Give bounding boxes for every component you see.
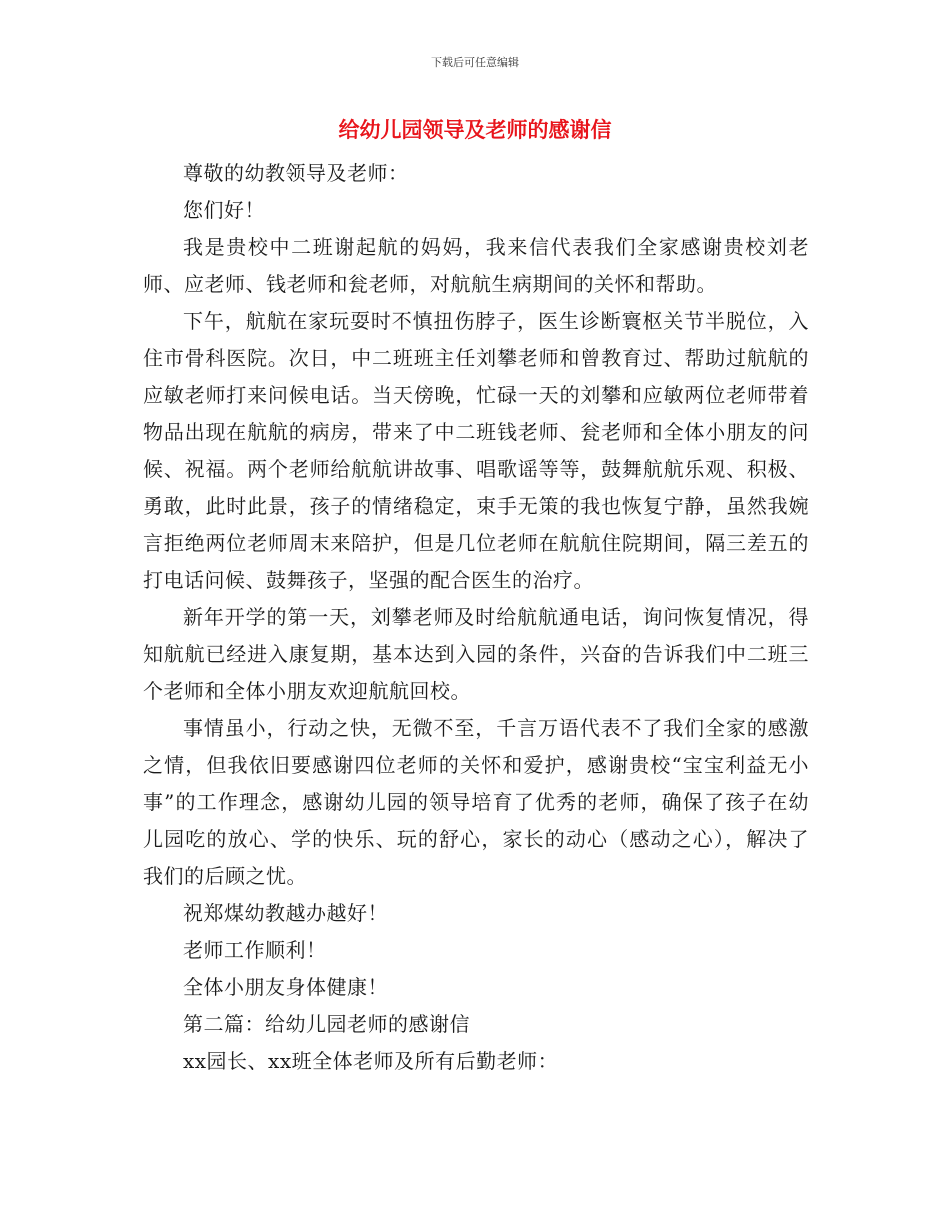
body-paragraph: 下午，航航在家玩耍时不慎扭伤脖子，医生诊断寰枢关节半脱位，入住市骨科医院。次日，中二班班主任刘攀老师和曾教育过、帮助过航航的应敏老师打来问候电话。当天傍晚，忙碌一天的刘攀和应敏两位老师带着物品出现在航航的病房，带来了中二班钱老师、瓮老师和全体小朋友的问候、祝福。两个老师给航航讲故事、唱歌谣等等，鼓舞航航乐观、积极、勇敢，此时此景，孩子的情绪稳定，束手无策的我也恢复宁静，虽然我婉言拒绝两位老师周末来陪护，但是几位老师在航航住院期间，隔三差五的打电话问候、鼓舞孩子，坚强的配合医生的治疗。 [143, 309, 809, 592]
closing-wish: 全体小朋友身体健康！ [183, 975, 388, 999]
section-heading: 第二篇：给幼儿园老师的感谢信 [183, 1012, 470, 1036]
body-paragraph: 事情虽小，行动之快，无微不至，千言万语代表不了我们全家的感激之情，但我依旧要感谢四位老师的关怀和爱护，感谢贵校“宝宝利益无小事”的工作理念，感谢幼儿园的领导培育了优秀的老师，确保了孩子在幼儿园吃的放心、学的快乐、玩的舒心，家长的动心（感动之心），解决了我们的后顾之忧。 [143, 716, 809, 888]
closing-wish: 老师工作顺利！ [183, 938, 327, 962]
second-salutation: xx园长、xx班全体老师及所有后勤老师： [183, 1049, 559, 1073]
document-title: 给幼儿园领导及老师的感谢信 [338, 118, 612, 142]
body-paragraph: 新年开学的第一天，刘攀老师及时给航航通电话，询问恢复情况，得知航航已经进入康复期，基本达到入园的条件，兴奋的告诉我们中二班三个老师和全体小朋友欢迎航航回校。 [143, 605, 809, 703]
salutation: 尊敬的幼教领导及老师： [183, 161, 409, 185]
body-paragraph: 我是贵校中二班谢起航的妈妈，我来信代表我们全家感谢贵校刘老师、应老师、钱老师和瓮老师，对航航生病期间的关怀和帮助。 [143, 235, 809, 296]
closing-wish: 祝郑煤幼教越办越好！ [183, 901, 388, 925]
header-note: 下载后可任意编辑 [431, 56, 519, 69]
greeting: 您们好！ [183, 198, 265, 222]
letter-body [143, 155, 809, 1080]
